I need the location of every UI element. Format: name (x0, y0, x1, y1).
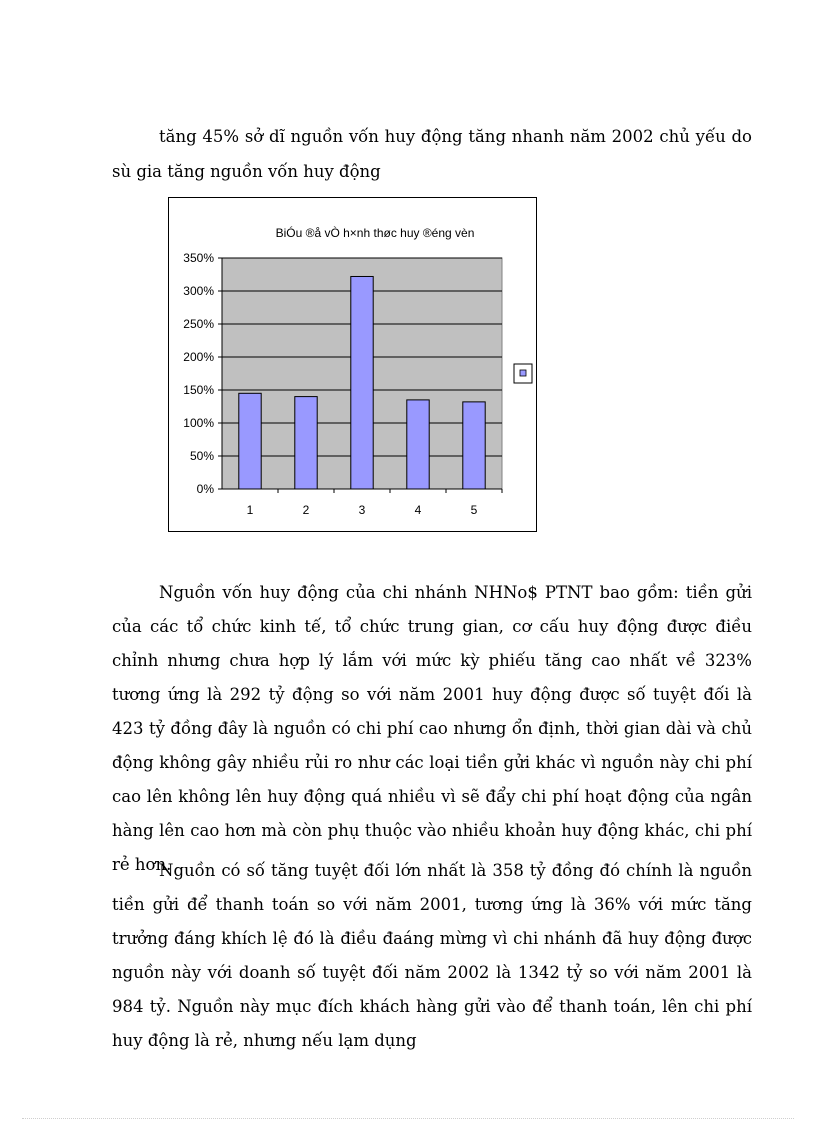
x-tick-label: 4 (414, 503, 422, 517)
y-tick-label: 100% (183, 416, 214, 430)
chart (168, 197, 537, 532)
bar-5 (463, 402, 485, 489)
y-tick-label: 200% (183, 350, 214, 364)
page-bottom-divider (22, 1118, 794, 1119)
paragraph-3: Nguồn có số tăng tuyệt đối lớn nhất là 358 tỷ đồng đó chính là nguồn tiền gửi để thanh toán so với năm 2001, tương ứng là 36% với mức tăng trưởng đáng khích lệ đó là điều đaáng mừng vì chi nhánh đã huy động được nguồn này với doanh số tuyệt đối năm 2002 là 1342 tỷ so với năm 2001 là 984 tỷ. Nguồn này mục đích khách hàng gửi vào để thanh toán, lên chi phí huy động là rẻ, nhưng nếu lạm dụng (112, 861, 752, 1050)
x-tick-label: 1 (246, 503, 254, 517)
chart-title: BiÓu ®å vÒ h×nh thøc huy ®éng vèn (275, 226, 475, 240)
bar-1 (239, 393, 261, 489)
y-tick-label: 0% (196, 482, 214, 496)
y-tick-label: 50% (189, 449, 214, 463)
paragraph-1: tăng 45% sở dĩ nguồn vốn huy động tăng nhanh năm 2002 chủ yếu do sù gia tăng nguồn vốn huy động (112, 127, 752, 181)
y-tick-label: 350% (183, 251, 214, 265)
y-axis-ticks (183, 251, 222, 496)
paragraph-2: Nguồn vốn huy động của chi nhánh NHNo$ PTNT bao gồm: tiền gửi của các tổ chức kinh tế, tổ chức trung gian, cơ cấu huy động được điều chỉnh nhưng chưa hợp lý lắm với mức kỳ phiếu tăng cao nhất về 323% tương ứng là 292 tỷ động so với năm 2001 huy động được số tuyệt đối là 423 tỷ đồng đây là nguồn có chi phí cao nhưng ổn định, thời gian dài và chủ động không gây nhiều rủi ro như các loại tiền gửi khác vì nguồn này chi phí cao lên không lên huy động quá nhiều vì sẽ đẩy chi phí hoạt động của ngân hàng lên cao hơn mà còn phụ thuộc vào nhiều khoản huy động khác, chi phí rẻ hơn. (112, 583, 752, 874)
bar-3 (351, 276, 373, 489)
x-tick-label: 2 (302, 503, 310, 517)
legend (514, 364, 532, 383)
bar-2 (295, 397, 317, 489)
y-tick-label: 150% (183, 383, 214, 397)
bar-4 (407, 400, 429, 489)
chart-svg (169, 198, 536, 531)
y-tick-label: 300% (183, 284, 214, 298)
x-tick-label: 5 (470, 503, 478, 517)
legend-swatch (520, 370, 526, 376)
x-tick-label: 3 (358, 503, 366, 517)
x-axis-ticks (247, 489, 502, 517)
y-tick-label: 250% (183, 317, 214, 331)
